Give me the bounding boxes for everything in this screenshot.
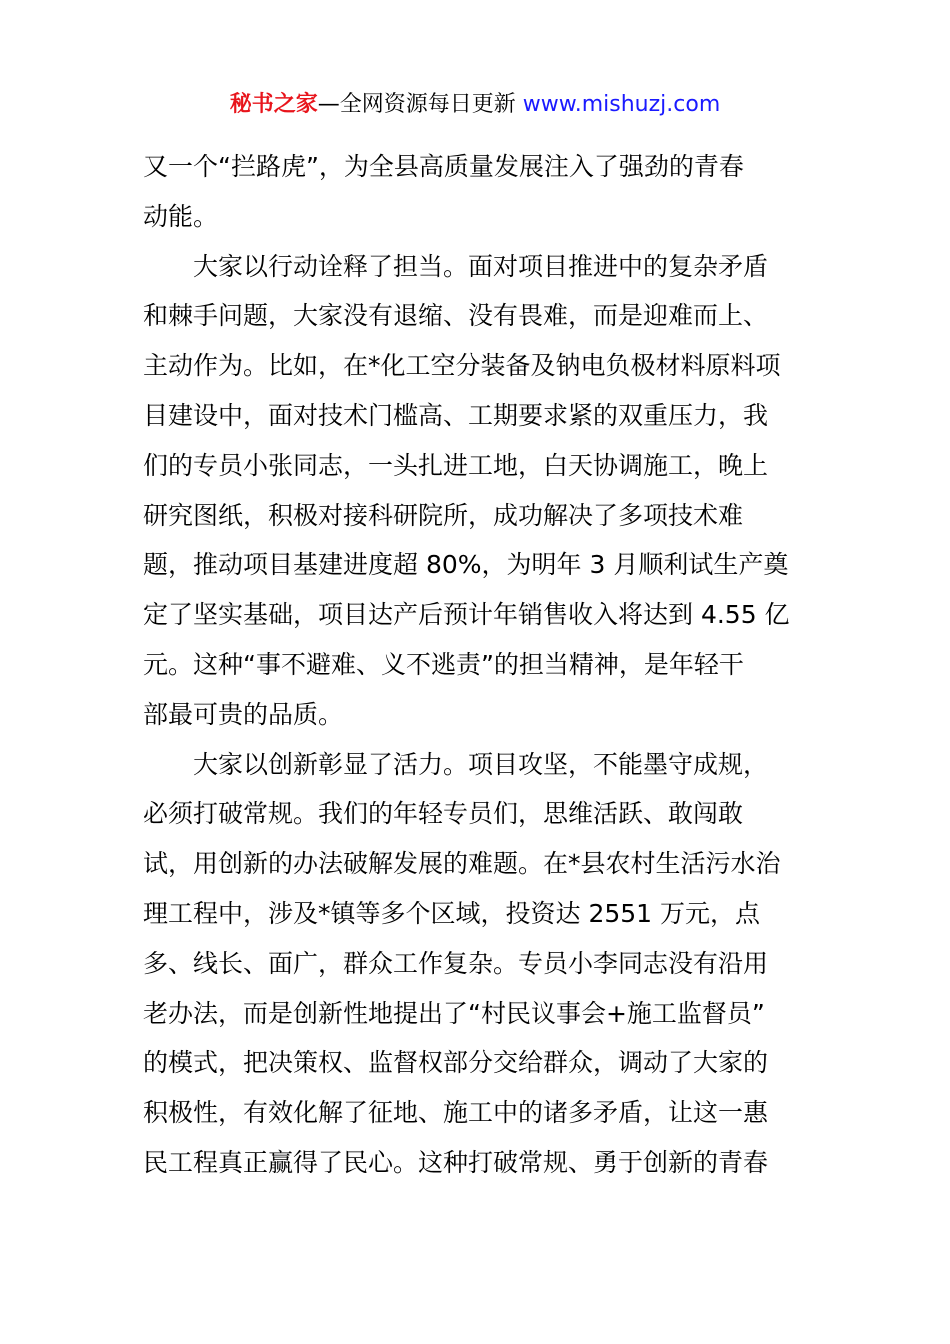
text-line: 研究图纸，积极对接科研院所，成功解决了多项技术难	[143, 500, 744, 530]
text-line: 们的专员小张同志，一头扎进工地，白天协调施工，晚上	[143, 450, 769, 480]
text-line: 定了坚实基础，项目达产后预计年销售收入将达到 4.55 亿	[143, 600, 790, 630]
text-line: 积极性，有效化解了征地、施工中的诸多矛盾，让这一惠	[143, 1098, 769, 1128]
text-line: 民工程真正赢得了民心。这种打破常规、勇于创新的青春	[143, 1147, 769, 1177]
text-line: 理工程中，涉及*镇等多个区域，投资达 2551 万元，点	[143, 898, 761, 928]
text-line: 试，用创新的办法破解发展的难题。在*县农村生活污水治	[143, 849, 781, 879]
text-line: 老办法，而是创新性地提出了“村民议事会+施工监督员”	[143, 998, 765, 1028]
text-line: 动能。	[143, 201, 219, 231]
header-brand: 秘书之家	[229, 92, 318, 117]
paragraph-first-line: 大家以行动诠释了担当。面对项目推进中的复杂矛盾	[193, 251, 769, 281]
header-url-link[interactable]: www.mishuzj.com	[522, 92, 721, 117]
text-line: 主动作为。比如，在*化工空分装备及钠电负极材料原料项	[143, 351, 781, 381]
header-tagline: —全网资源每日更新	[317, 92, 523, 117]
document-body	[143, 142, 811, 1188]
page-header	[0, 88, 950, 122]
text-line: 和棘手问题，大家没有退缩、没有畏难，而是迎难而上、	[143, 301, 769, 331]
text-line: 部最可贵的品质。	[143, 699, 344, 729]
text-line: 目建设中，面对技术门槛高、工期要求紧的双重压力，我	[143, 400, 769, 430]
text-line: 题，推动项目基建进度超 80%，为明年 3 月顺利试生产奠	[143, 550, 789, 580]
paragraph-first-line: 大家以创新彰显了活力。项目攻坚，不能墨守成规，	[193, 749, 769, 779]
text-line: 的模式，把决策权、监督权部分交给群众，调动了大家的	[143, 1048, 769, 1078]
text-line: 多、线长、面广，群众工作复杂。专员小李同志没有沿用	[143, 948, 769, 978]
text-line: 又一个“拦路虎”，为全县高质量发展注入了强劲的青春	[143, 152, 744, 181]
text-line: 必须打破常规。我们的年轻专员们，思维活跃、敢闯敢	[143, 799, 744, 829]
text-line: 元。这种“事不避难、义不逃责”的担当精神，是年轻干	[143, 649, 744, 679]
